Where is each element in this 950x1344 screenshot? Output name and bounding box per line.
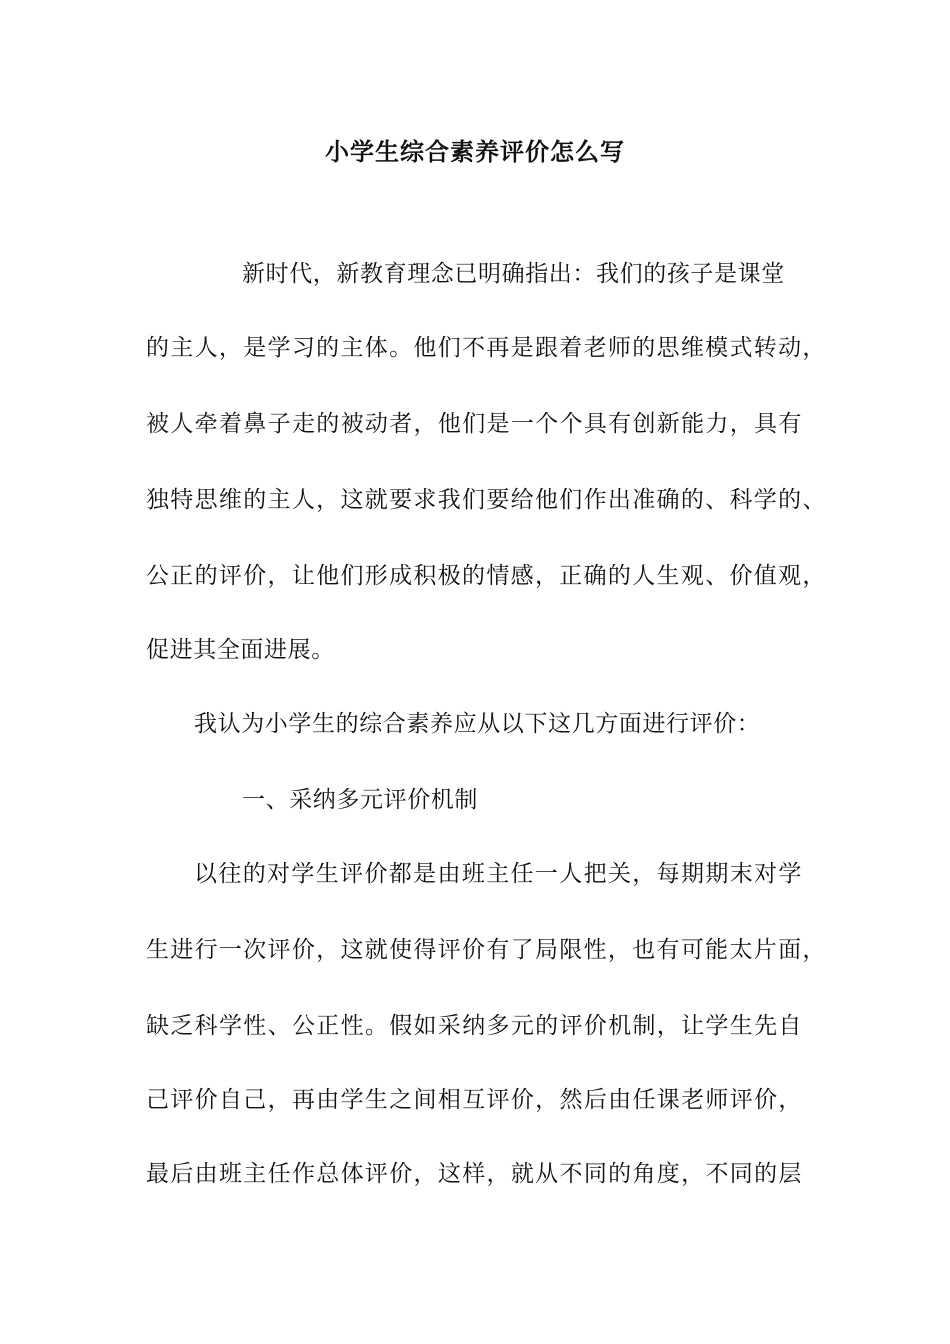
paragraph-line: 促进其全面进展。 [146,637,335,663]
paragraph-line: 新时代，新教育理念已明确指出：我们的孩子是课堂 [242,261,785,287]
paragraph-line: 公正的评价，让他们形成积极的情感，正确的人生观、价值观， [146,563,826,589]
paragraph-line: 独特思维的主人，这就要求我们要给他们作出准确的、科学的、 [146,487,826,513]
document-title: 小学生综合素养评价怎么写 [325,137,625,166]
paragraph-line: 最后由班主任作总体评价，这样，就从不同的角度，不同的层 [146,1161,802,1187]
paragraph-line: 的主人，是学习的主体。他们不再是跟着老师的思维模式转动， [146,335,826,361]
paragraph-line: 被人牵着鼻子走的被动者，他们是一个个具有创新能力，具有 [146,411,802,437]
paragraph-line: 己评价自己，再由学生之间相互评价，然后由任课老师评价， [146,1087,802,1113]
paragraph-line: 我认为小学生的综合素养应从以下这几方面进行评价： [194,711,761,737]
section-heading: 一、采纳多元评价机制 [242,787,478,813]
paragraph-line: 缺乏科学性、公正性。假如采纳多元的评价机制，让学生先自 [146,1013,802,1039]
paragraph-line: 生进行一次评价，这就使得评价有了局限性，也有可能太片面， [146,937,826,963]
paragraph-line: 以往的对学生评价都是由班主任一人把关，每期期末对学 [194,861,802,887]
